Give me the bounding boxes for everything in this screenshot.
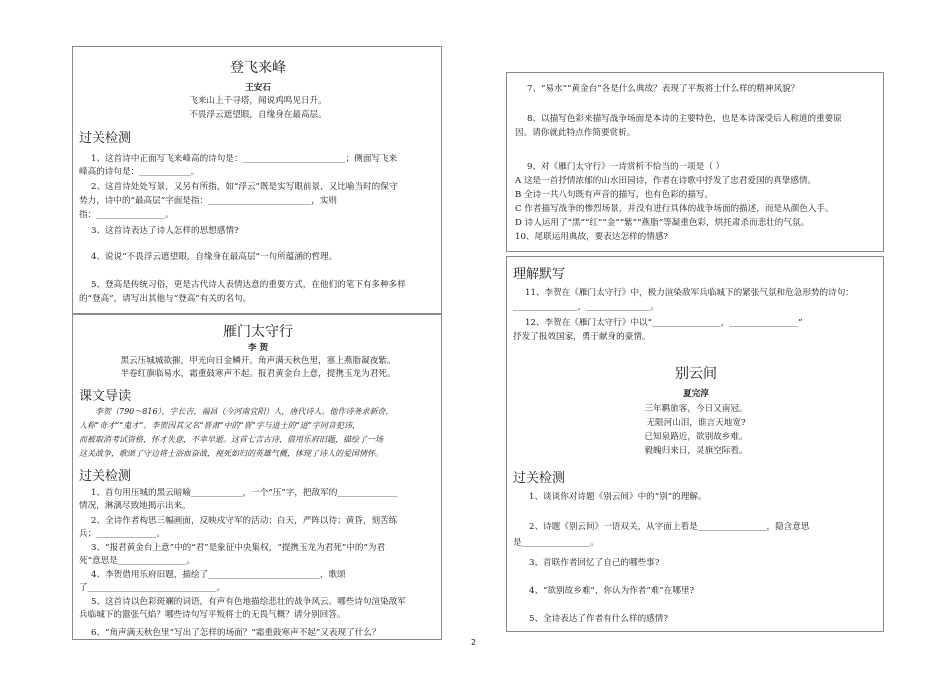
poem2-q1a: 1、首句用压城的黑云暗喻____________，一个“压”字，把敌军的______________ <box>91 488 398 498</box>
poem2-q3b: 死”意思是________________。 <box>79 556 196 566</box>
q8a: 8、以描写色彩来描写战争场面是本诗的主要特色，也是本诗深受后人称道的重要原 <box>527 114 842 124</box>
poem2-q1b: 情况，淋漓尽致地揭示出来。 <box>79 501 191 511</box>
poem3-q1: 1、谈谈你对诗题《别云间》中的“别”的理解。 <box>529 492 707 502</box>
poem2-section-title: 过关检测 <box>79 469 132 484</box>
poem2-q5a: 5、这首诗以色彩斑斓的词语，有声有色地描绘悲壮的战争风云。哪些诗句渲染敌军 <box>91 597 406 607</box>
poem1-author: 王安石 <box>245 83 271 93</box>
poem3-q2b: 是________________。 <box>513 538 599 548</box>
dictation-q11b: _______________，_______________。 <box>513 302 660 312</box>
poem2-q4a: 4、李贺借用乐府旧题，描绘了__________________________，歌颂 <box>91 570 346 580</box>
poem1-q2b: 势力，诗中的“最高层”字面是指：________________________，实则 <box>79 196 338 206</box>
poem3-title: 别云间 <box>675 366 717 382</box>
sheet-questions-7-10 <box>506 72 884 252</box>
sheet-poem2 <box>72 314 442 640</box>
poem3-section-title: 过关检测 <box>513 471 566 486</box>
page-number: 2 <box>471 638 477 647</box>
poem3-line3: 已知泉路近，欲别故乡难。 <box>644 432 748 442</box>
poem2-q6: 6、“角声满天秋色里”写出了怎样的场面？“霜重鼓寒声不起”又表现了什么？ <box>91 628 381 638</box>
poem2-title: 雁门太守行 <box>223 324 293 340</box>
sheet-poem3 <box>506 256 884 632</box>
poem2-guide-3: 而被取消考试资格，怀才失意，不幸早逝。这首七言古诗，借用乐府旧题，描绘了一场 <box>79 435 383 444</box>
q9-option-a: A 这是一首抒情浓郁的山水田园诗，作者在诗歌中抒发了忠君爱国的真挚感情。 <box>515 176 817 186</box>
q9-option-d: D 诗人运用了“黑”“红”“金”“紫”“燕脂”等凝重色彩，烘托肃杀而悲壮的气氛。 <box>515 218 810 228</box>
poem1-line2: 不畏浮云遮望眼，自缘身在最高层。 <box>189 110 327 120</box>
poem1-q3: 3、这首诗表达了诗人怎样的思想感情? <box>91 226 239 236</box>
q8b: 因。请你就此特点作简要赏析。 <box>515 128 636 138</box>
poem2-line2: 半卷红旗临易水，霜重鼓寒声不起。报君黄金台上意，提携玉龙为君死。 <box>120 369 396 379</box>
dictation-section-title: 理解默写 <box>513 267 566 282</box>
poem2-guide-4: 这关战争，歌颂了守边将士浴血奋战，视死如归的英雄气概，体现了诗人的爱国情怀。 <box>79 449 383 458</box>
poem2-line1: 黑云压城城欲摧，甲光向日金鳞开。角声满天秋色里，塞上燕脂凝夜紫。 <box>120 356 396 366</box>
sheet-poem1 <box>72 46 442 314</box>
poem1-q1b: 峰高的诗句是：____________。 <box>79 167 200 177</box>
poem2-guide-section: 课文导读 <box>79 389 132 404</box>
poem1-q2c: 指：________________。 <box>79 210 174 220</box>
poem2-guide-1: 李贺（790～816），字长吉，福昌（今河南宜阳）人，唐代诗人。他作诗务求新奇， <box>95 407 394 416</box>
poem1-section-title: 过关检测 <box>79 131 132 146</box>
poem3-q4: 4、“欲别故乡难”，你认为作者“难”在哪里? <box>529 586 695 596</box>
q9-option-c: C 作者描写战争的惨烈场景，并没有进行具体的战争场面的描述，而是从颜色入手。 <box>515 204 834 214</box>
poem1-q1a: 1、这首诗中正面写飞来峰高的诗句是：________________________；侧面写飞来 <box>91 154 398 164</box>
q10: 10、尾联运用典故，要表达怎样的情感? <box>515 232 669 242</box>
q9: 9、对《雁门太守行》一诗赏析不恰当的一项是（ ） <box>527 162 725 172</box>
dictation-q12b: 抒发了报效国家，勇于献身的豪情。 <box>513 332 651 342</box>
poem1-q2a: 2、这首诗处处写景，又另有所指，如“浮云”既是实写眼前景，又比喻当时的保守 <box>91 182 398 192</box>
poem2-q5b: 兵临城下的嚣张气焰？哪些诗句写平叛将士的无畏气概？请分别回答。 <box>79 610 346 620</box>
poem1-q5b: 的“登高”，请写出其他与“登高”有关的名句。 <box>79 294 252 304</box>
poem3-author: 夏完淳 <box>683 389 709 399</box>
poem2-q3a: 3、“报君黄金台上意”中的“君”是象征中央集权，“提携玉龙为君死”中的“为君 <box>91 543 386 553</box>
poem1-q4: 4、说说“不畏浮云遮望眼，自缘身在最高层”一句所蕴涵的哲理。 <box>91 252 338 262</box>
dictation-q12a: 12、李贺在《雁门太守行》中以“________________，________________” <box>525 318 803 328</box>
poem3-q5: 5、全诗表达了作者有什么样的感情? <box>529 614 668 624</box>
poem3-q3: 3、首联作者回忆了自己的哪些事? <box>529 558 660 568</box>
poem2-q2b: 兵；______________。 <box>79 529 165 539</box>
poem1-line1: 飞来山上千寻塔，闻说鸡鸣见日升。 <box>189 96 327 106</box>
poem2-guide-2: 人称“奇才”“鬼才”。李贺因其父名“晋肃”中的“晋”字与进士的“进”字同音犯讳， <box>79 421 360 430</box>
poem2-author: 李 贺 <box>247 343 269 353</box>
poem3-line1: 三年羁旅客，今日又南冠。 <box>644 404 748 414</box>
poem1-title: 登飞来峰 <box>230 60 286 76</box>
poem2-q2a: 2、全诗作者构思三幅画面，反映戍守军的活动：白天，严阵以待；黄昏，刻苦练 <box>91 516 398 526</box>
q7: 7、“易水”“黄金台”各是什么典故？表现了平叛将士什么样的精神风貌？ <box>527 84 800 94</box>
poem3-line2: 无限河山泪，谁言天地宽? <box>646 418 746 428</box>
poem2-q4b: 了______________________________。 <box>79 583 226 593</box>
dictation-q11a: 11、李贺在《雁门太守行》中，极力渲染敌军兵临城下的紧张气氛和危急形势的诗句： <box>525 288 854 298</box>
poem3-q2a: 2、诗题《别云间》一语双关，从字面上看是________________，隐含意思 <box>529 522 810 532</box>
q9-option-b: B 全诗一共八句既有声音的描写，也有色彩的描写。 <box>515 190 714 200</box>
poem1-q5a: 5、登高是传统习俗，更是古代诗人表情达意的重要方式，在他们的笔下有多种多样 <box>91 280 406 290</box>
poem3-line4: 毅魄归来日，灵旗空际看。 <box>644 446 748 456</box>
